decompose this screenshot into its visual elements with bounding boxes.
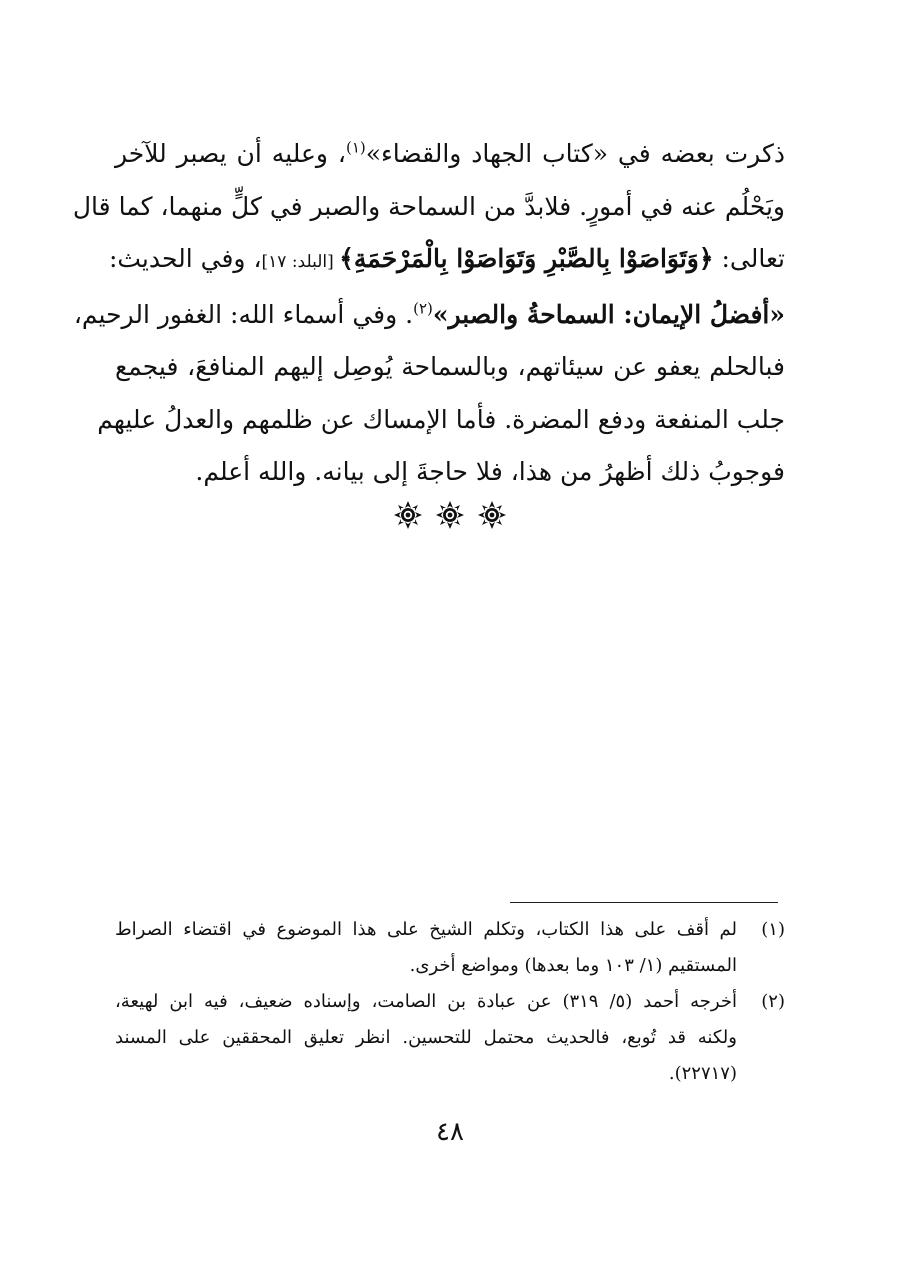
quran-verse: ﴿وَتَوَاصَوْا بِالصَّبْرِ وَتَوَاصَوْا بِالْمَرْحَمَةِ﴾: [339, 244, 714, 273]
text-segment: . وفي أسماء الله: الغفور الرحيم،: [73, 299, 414, 329]
text-line-2: ويَحْلُم عنه في أمورٍ. فلابدَّ من السماحة والصبر في كلٍّ منهما، كما قال: [72, 191, 785, 221]
footnote-1: [115, 912, 785, 984]
text-line-6: جلب المنفعة ودفع المضرة. فأما الإمساك عن ظلمهم والعدلُ عليهم: [97, 404, 785, 434]
flower-ornament-icon: [477, 500, 507, 530]
page-number: ٤٨: [436, 1117, 464, 1147]
flower-ornament-icon: [393, 500, 423, 530]
verse-reference: [البلد: ١٧]: [261, 252, 340, 272]
footnote-line: لم أقف على هذا الكتاب، وتكلم الشيخ على هذا الموضوع في اقتضاء الصراط: [115, 919, 737, 940]
text-line-7: فوجوبُ ذلك أظهرُ من هذا، فلا حاجةَ إلى بيانه. والله أعلم.: [195, 457, 785, 486]
text-segment: ، وفي الحديث:: [108, 244, 262, 273]
footnote-number: (١): [761, 919, 785, 940]
footnote-line: المستقيم (١/ ١٠٣ وما بعدها) ومواضع أخرى.: [409, 955, 737, 976]
footnote-line: (٢٢٧١٧).: [668, 1063, 737, 1084]
footnote-text: [115, 912, 737, 984]
footnote-line: ولكنه قد تُوبع، فالحديث محتمل للتحسين. انظر تعليق المحققين على المسند: [115, 1027, 737, 1048]
section-ornaments: [0, 500, 900, 534]
footnote-ref-1: (١): [345, 138, 366, 157]
text-line-1: [115, 128, 785, 181]
footnote-ref-2: (٢): [413, 299, 433, 318]
footnote-2: [115, 984, 785, 1092]
hadith-quote: «أفضلُ الإيمان: السماحةُ والصبر»: [432, 299, 785, 329]
text-line-5: فبالحلم يعفو عن سيئاتهم، وبالسماحة يُوصِل إليهم المنافعَ، فيجمع: [115, 352, 785, 381]
footnote-text: [115, 984, 737, 1092]
main-text: [72, 128, 785, 499]
text-segment: ، وعليه أن يصبر للآخر: [115, 139, 346, 168]
footnote-number: (٢): [761, 991, 785, 1012]
footnote-divider: [510, 902, 778, 903]
footnotes: [115, 912, 785, 1092]
text-line-3: [108, 233, 785, 289]
text-line-4: [73, 289, 785, 342]
footnote-line: أخرجه أحمد (٥/ ٣١٩) عن عبادة بن الصامت، وإسناده ضعيف، فيه ابن لهيعة،: [115, 991, 737, 1012]
text-segment: تعالى:: [713, 244, 785, 273]
text-segment: ذكرت بعضه في «كتاب الجهاد والقضاء»: [365, 139, 785, 168]
flower-ornament-icon: [435, 500, 465, 530]
